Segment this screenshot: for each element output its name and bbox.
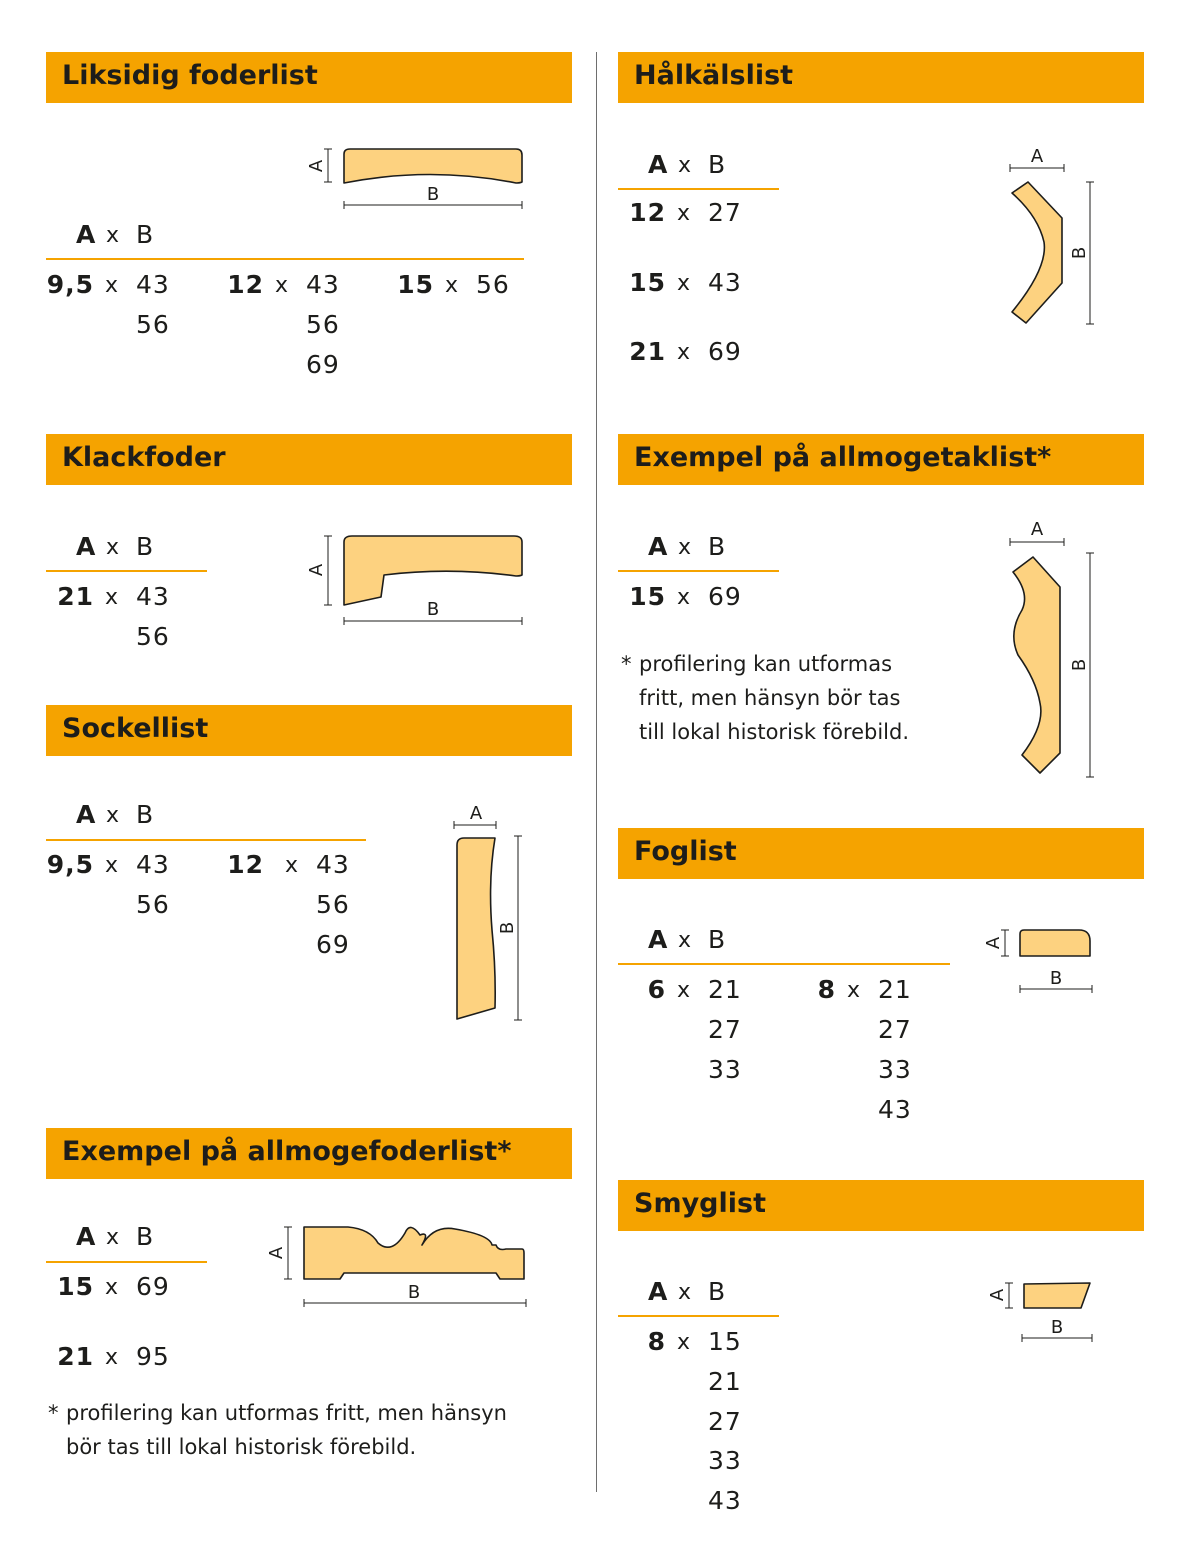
footnote-line: profilering kan utformas [639, 652, 893, 676]
dim-label-b: B [1049, 968, 1063, 989]
col-header-x: x [678, 535, 693, 560]
footnote-line: fritt, men hänsyn bör tas [639, 686, 901, 710]
section-header-bar [46, 705, 572, 756]
col-header-a: A [76, 800, 97, 829]
dim-label-a: A [1030, 146, 1044, 167]
col-header-b: B [708, 150, 727, 179]
profile-shape [304, 1227, 524, 1279]
section-title: Smyglist [634, 1188, 766, 1219]
footnote-star: * [621, 652, 632, 676]
times-sign: x [677, 201, 692, 226]
dim-label-a: A [1030, 519, 1044, 540]
col-header-x: x [678, 1280, 693, 1305]
size-b: 43 [136, 582, 170, 611]
dim-label-b: B [426, 184, 440, 205]
section-title: Klackfoder [62, 442, 226, 473]
size-b: 43 [708, 268, 742, 297]
col-header-a: A [76, 1222, 97, 1251]
times-sign: x [275, 273, 290, 298]
size-b: 21 [708, 975, 742, 1004]
dim-label-b: B [1069, 246, 1090, 260]
dim-label-b: B [426, 599, 440, 620]
size-b: 15 [708, 1327, 742, 1356]
col-header-x: x [106, 1225, 121, 1250]
col-header-b: B [136, 800, 155, 829]
table-rule [46, 839, 366, 841]
size-b: 27 [708, 1015, 742, 1044]
size-a: 21 [629, 337, 666, 366]
profile-shape [457, 838, 495, 1019]
size-a: 12 [227, 850, 264, 879]
size-b: 56 [316, 890, 350, 919]
times-sign: x [677, 978, 692, 1003]
size-a: 8 [647, 1327, 666, 1356]
times-sign: x [105, 1345, 120, 1370]
size-b: 27 [708, 198, 742, 227]
size-b: 21 [878, 975, 912, 1004]
table-rule [618, 188, 779, 190]
col-header-b: B [708, 925, 727, 954]
section-header-bar [46, 434, 572, 485]
column-divider [596, 52, 597, 1492]
col-header-a: A [76, 220, 97, 249]
col-header-x: x [678, 153, 693, 178]
size-b: 69 [136, 1272, 170, 1301]
table-rule [46, 570, 207, 572]
footnote-star: * [48, 1401, 59, 1425]
times-sign: x [677, 1330, 692, 1355]
table-rule [46, 1261, 207, 1263]
dim-label-b: B [497, 921, 518, 935]
footnote-line: till lokal historisk förebild. [639, 720, 910, 744]
times-sign: x [105, 1275, 120, 1300]
size-b: 43 [136, 850, 170, 879]
size-b: 56 [136, 622, 170, 651]
allmogefoderlist-profile-drawing [260, 1215, 540, 1315]
size-a: 12 [629, 198, 666, 227]
size-b: 56 [136, 310, 170, 339]
times-sign: x [677, 340, 692, 365]
size-b: 33 [708, 1446, 742, 1475]
size-b: 43 [316, 850, 350, 879]
col-header-b: B [136, 532, 155, 561]
times-sign: x [847, 978, 862, 1003]
size-a: 15 [629, 268, 666, 297]
liksidig-foderlist-profile-drawing [300, 140, 540, 220]
dim-label-a: A [983, 936, 1004, 950]
section-header-bar [46, 1128, 572, 1179]
size-b: 43 [136, 270, 170, 299]
size-a: 15 [629, 582, 666, 611]
profile-shape [1024, 1283, 1090, 1308]
section-header-bar [618, 828, 1144, 879]
section-title: Exempel på allmogefoderlist* [62, 1136, 512, 1167]
profile-shape [344, 536, 522, 605]
section-header-bar [46, 52, 572, 103]
size-b: 69 [316, 930, 350, 959]
section-header-bar [618, 434, 1144, 485]
section-title: Exempel på allmogetaklist* [634, 442, 1052, 473]
col-header-a: A [648, 532, 669, 561]
size-b: 69 [708, 337, 742, 366]
size-b: 43 [878, 1095, 912, 1124]
col-header-a: A [648, 925, 669, 954]
col-header-b: B [708, 1277, 727, 1306]
size-b: 43 [306, 270, 340, 299]
table-rule [618, 963, 950, 965]
col-header-x: x [106, 535, 121, 560]
allmogetaklist-profile-drawing [1000, 515, 1110, 785]
smyglist-profile-drawing [975, 1268, 1105, 1348]
size-b: 27 [878, 1015, 912, 1044]
profile-shape [1013, 557, 1060, 773]
size-a: 12 [227, 270, 264, 299]
footnote-line: bör tas till lokal historisk förebild. [66, 1435, 417, 1459]
size-b: 43 [708, 1486, 742, 1515]
dim-label-b: B [407, 1282, 421, 1303]
size-b: 27 [708, 1407, 742, 1436]
times-sign: x [105, 585, 120, 610]
klackfoder-profile-drawing [300, 525, 540, 635]
sockellist-profile-drawing [440, 800, 540, 1030]
col-header-x: x [106, 803, 121, 828]
foglist-profile-drawing [975, 915, 1105, 1000]
col-header-b: B [136, 1222, 155, 1251]
profile-shape [344, 149, 522, 183]
size-a: 9,5 [46, 850, 94, 879]
times-sign: x [677, 585, 692, 610]
col-header-a: A [648, 150, 669, 179]
size-a: 9,5 [46, 270, 94, 299]
col-header-b: B [136, 220, 155, 249]
size-a: 8 [817, 975, 836, 1004]
col-header-a: A [76, 532, 97, 561]
size-b: 69 [708, 582, 742, 611]
profile-shape [1020, 930, 1090, 956]
col-header-x: x [678, 928, 693, 953]
size-a: 21 [57, 582, 94, 611]
times-sign: x [285, 853, 300, 878]
section-header-bar [618, 52, 1144, 103]
section-title: Hålkälslist [634, 60, 794, 91]
dim-label-b: B [1069, 658, 1090, 672]
dim-label-b: B [1050, 1317, 1064, 1338]
size-a: 21 [57, 1342, 94, 1371]
col-header-x: x [106, 223, 121, 248]
dim-label-a: A [306, 159, 327, 173]
size-b: 33 [878, 1055, 912, 1084]
size-a: 15 [397, 270, 434, 299]
times-sign: x [105, 853, 120, 878]
size-a: 6 [647, 975, 666, 1004]
size-b: 33 [708, 1055, 742, 1084]
table-rule [46, 258, 524, 260]
size-b: 95 [136, 1342, 170, 1371]
section-title: Sockellist [62, 713, 209, 744]
table-rule [618, 1315, 779, 1317]
dim-label-a: A [306, 563, 327, 577]
size-b: 69 [306, 350, 340, 379]
profile-shape [1012, 182, 1062, 323]
col-header-a: A [648, 1277, 669, 1306]
section-title: Foglist [634, 836, 737, 867]
times-sign: x [105, 273, 120, 298]
size-b: 21 [708, 1367, 742, 1396]
size-b: 56 [136, 890, 170, 919]
size-b: 56 [476, 270, 510, 299]
section-header-bar [618, 1180, 1144, 1231]
dim-label-a: A [469, 803, 483, 824]
size-a: 15 [57, 1272, 94, 1301]
table-rule [618, 570, 779, 572]
col-header-b: B [708, 532, 727, 561]
section-title: Liksidig foderlist [62, 60, 318, 91]
footnote-line: profilering kan utformas fritt, men hänsyn [66, 1401, 507, 1425]
times-sign: x [445, 273, 460, 298]
halkalslist-profile-drawing [1000, 140, 1110, 340]
size-b: 56 [306, 310, 340, 339]
times-sign: x [677, 271, 692, 296]
dim-label-a: A [266, 1246, 287, 1260]
dim-label-a: A [987, 1288, 1008, 1302]
